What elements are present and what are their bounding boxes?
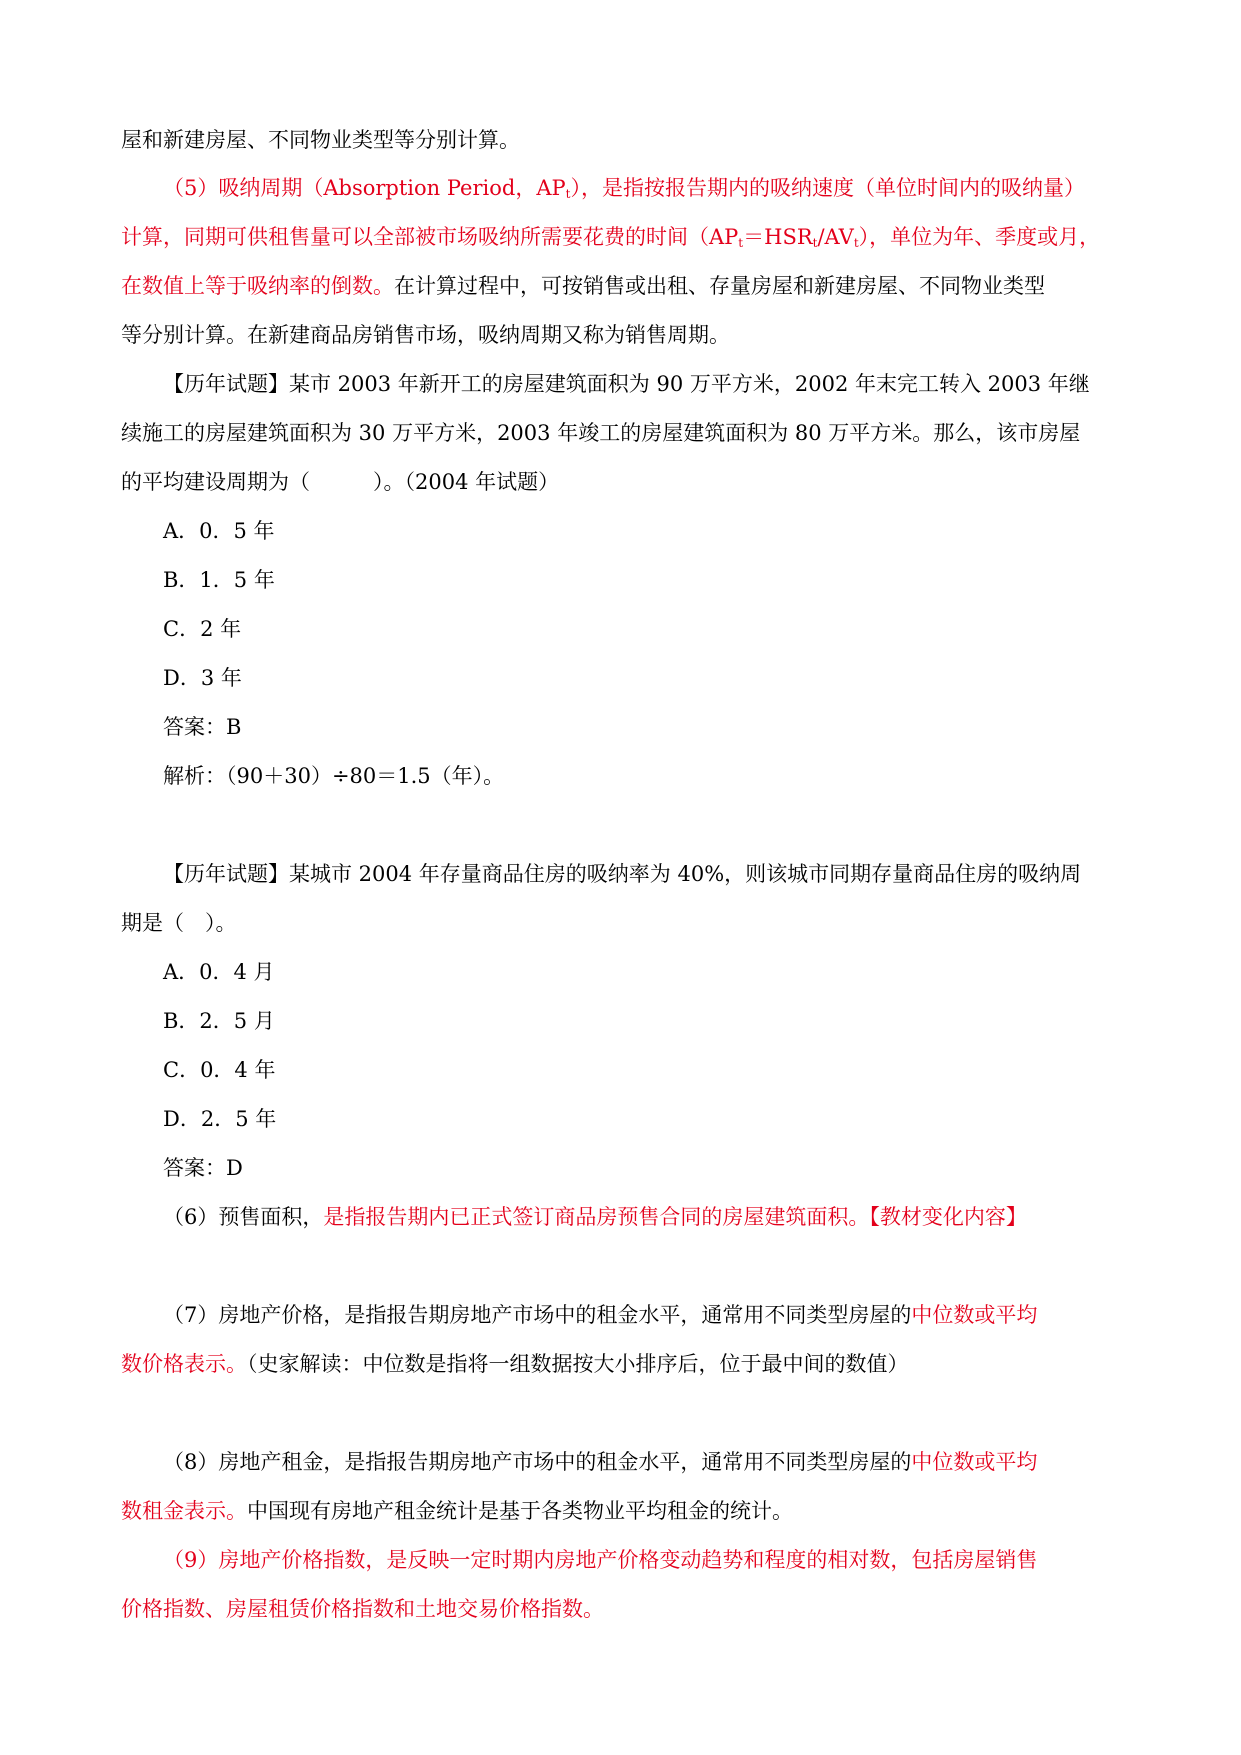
subscript: t (565, 187, 571, 201)
paragraph-price-index: （9）房地产价格指数，是反映一定时期内房地产价格变动趋势和程度的相对数，包括房屋销售 (163, 1548, 1038, 1572)
highlighted-text: 数价格表示。 (121, 1352, 247, 1376)
highlighted-text: 中位数或平均 (911, 1303, 1038, 1327)
text-line: 价格指数、房屋租赁价格指数和土地交易价格指数。 (121, 1597, 604, 1621)
highlighted-text: 是指报告期内已正式签订商品房预售合同的房屋建筑面积。【教材变化内容】 (323, 1205, 1027, 1229)
question-1-stem: 的平均建设周期为（ ）。（2004 年试题） (121, 470, 560, 494)
text-line (121, 1340, 1131, 1389)
text-span: 中国现有房地产租金统计是基于各类物业平均租金的统计。 (247, 1499, 793, 1523)
question-1-stem: 【历年试题】某市 2003 年新开工的房屋建筑面积为 90 万平方米，2002 年末完工转入 2003 年继 (163, 372, 1090, 396)
text-span: /AV (817, 225, 854, 249)
text-span: （5）吸纳周期（Absorption Period，AP (163, 176, 566, 200)
text-span: （8）房地产租金，是指报告期房地产市场中的租金水平，通常用不同类型房屋的 (163, 1450, 912, 1474)
question-1-option-c: C．2 年 (163, 617, 242, 641)
question-1-analysis: 解析：（90＋30）÷80＝1.5（年）。 (163, 764, 505, 788)
highlighted-text: 在数值上等于吸纳率的倒数。 (121, 274, 394, 298)
question-2-stem: 期是（ ）。 (121, 911, 237, 935)
text-line: 等分别计算。在新建商品房销售市场，吸纳周期又称为销售周期。 (121, 323, 730, 347)
text-line (121, 213, 1131, 268)
question-2-option-a: A．0．4 月 (163, 960, 275, 984)
question-1-option-a: A．0．5 年 (163, 519, 275, 543)
subscript: t (812, 236, 818, 250)
question-2-option-b: B．2．5 月 (163, 1009, 275, 1033)
highlighted-text: 中位数或平均 (911, 1450, 1038, 1474)
question-1-option-b: B．1．5 年 (163, 568, 275, 592)
paragraph-real-estate-price (163, 1291, 1173, 1340)
question-1-option-d: D．3 年 (163, 666, 242, 690)
text-span: ），单位为年、季度或月， (858, 225, 1101, 249)
text-span: （史家解读：中位数是指将一组数据按大小排序后，位于最中间的数值） (247, 1352, 909, 1376)
subscript: t (738, 236, 744, 250)
highlighted-text: 数租金表示。 (121, 1499, 247, 1523)
text-span: ＝HSR (743, 225, 813, 249)
text-line (121, 1487, 1131, 1536)
question-2-answer: 答案：D (163, 1156, 243, 1180)
paragraph-absorption-period (163, 164, 1173, 219)
text-span: 计算，同期可供租售量可以全部被市场吸纳所需要花费的时间（AP (121, 225, 739, 249)
text-span: （7）房地产价格，是指报告期房地产市场中的租金水平，通常用不同类型房屋的 (163, 1303, 912, 1327)
text-line (121, 262, 1131, 311)
question-1-stem: 续施工的房屋建筑面积为 30 万平方米，2003 年竣工的房屋建筑面积为 80 万平方米。那么，该市房屋 (121, 421, 1081, 445)
question-2-stem: 【历年试题】某城市 2004 年存量商品住房的吸纳率为 40%，则该城市同期存量商品住房的吸纳周 (163, 862, 1082, 886)
text-span: ），是指按报告期内的吸纳速度（单位时间内的吸纳量） (570, 176, 1085, 200)
question-2-option-d: D．2．5 年 (163, 1107, 277, 1131)
subscript: t (853, 236, 859, 250)
paragraph-real-estate-rent (163, 1438, 1173, 1487)
question-2-option-c: C．0．4 年 (163, 1058, 276, 1082)
question-1-answer: 答案：B (163, 715, 242, 739)
text-line: 屋和新建房屋、不同物业类型等分别计算。 (121, 128, 520, 152)
paragraph-presale-area (163, 1193, 1173, 1242)
text-span: 在计算过程中，可按销售或出租、存量房屋和新建房屋、不同物业类型 (394, 274, 1045, 298)
text-span: （6）预售面积， (163, 1205, 324, 1229)
